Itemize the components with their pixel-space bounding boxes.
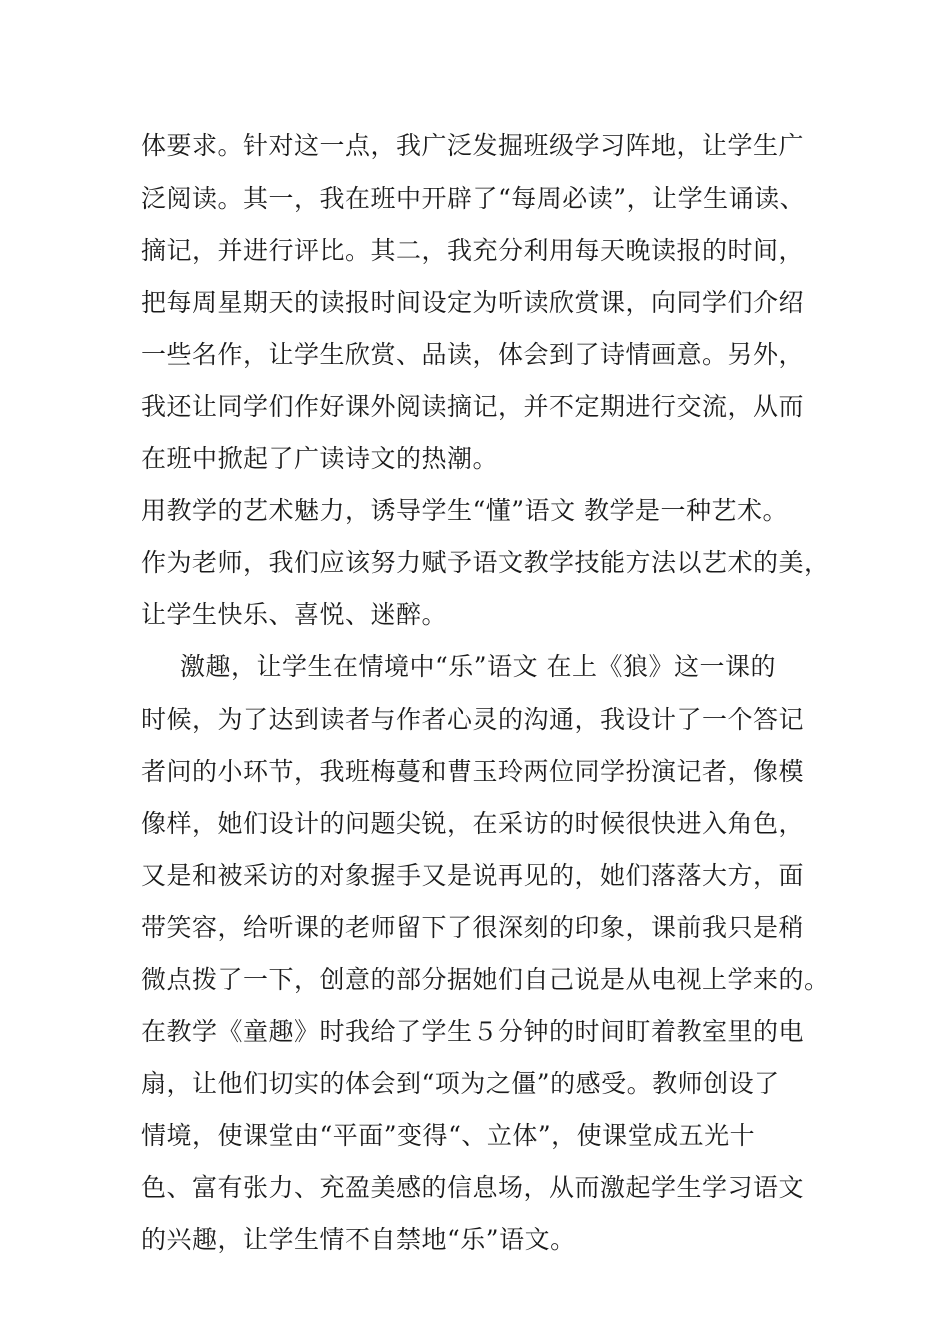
text-line: 像样，她们设计的问题尖锐，在采访的时候很快进入角色， bbox=[141, 809, 805, 838]
text-line: 微点拨了一下，创意的部分据她们自己说是从电视上学来的。 bbox=[141, 965, 830, 994]
text-line: 我还让同学们作好课外阅读摘记，并不定期进行交流，从而 bbox=[141, 392, 805, 421]
text-line: 者问的小环节，我班梅蔓和曹玉玲两位同学扮演记者，像模 bbox=[141, 757, 805, 786]
text-line: 体要求。针对这一点，我广泛发掘班级学习阵地，让学生广 bbox=[141, 131, 805, 160]
text-line: 激趣，让学生在情境中“乐”语文 在上《狼》这一课的 bbox=[180, 652, 777, 681]
text-line: 用教学的艺术魅力，诱导学生“懂”语文 教学是一种艺术。 bbox=[141, 496, 789, 525]
text-line: 一些名作，让学生欣赏、品读，体会到了诗情画意。另外， bbox=[141, 340, 805, 369]
text-line: 作为老师，我们应该努力赋予语文教学技能方法以艺术的美， bbox=[141, 548, 830, 577]
text-line: 的兴趣，让学生情不自禁地“乐”语文。 bbox=[141, 1225, 576, 1254]
text-line: 泛阅读。其一，我在班中开辟了“每周必读”，让学生诵读、 bbox=[141, 184, 806, 213]
text-line: 让学生快乐、喜悦、迷醉。 bbox=[141, 600, 448, 629]
text-line: 在教学《童趣》时我给了学生５分钟的时间盯着教室里的电 bbox=[141, 1017, 805, 1046]
text-line: 又是和被采访的对象握手又是说再见的，她们落落大方，面 bbox=[141, 861, 805, 890]
text-line: 摘记，并进行评比。其二，我充分利用每天晚读报的时间， bbox=[141, 236, 805, 265]
text-line: 扇，让他们切实的体会到“项为之僵”的感受。教师创设了 bbox=[141, 1069, 780, 1098]
text-line: 情境，使课堂由“平面”变得“、立体”，使课堂成五光十 bbox=[141, 1121, 756, 1150]
text-line: 把每周星期天的读报时间设定为听读欣赏课，向同学们介绍 bbox=[141, 288, 805, 317]
text-line: 时候，为了达到读者与作者心灵的沟通，我设计了一个答记 bbox=[141, 705, 805, 734]
text-line: 色、富有张力、充盈美感的信息场，从而激起学生学习语文 bbox=[141, 1173, 805, 1202]
text-line: 在班中掀起了广读诗文的热潮。 bbox=[141, 444, 499, 473]
text-line: 带笑容，给听课的老师留下了很深刻的印象，课前我只是稍 bbox=[141, 913, 805, 942]
